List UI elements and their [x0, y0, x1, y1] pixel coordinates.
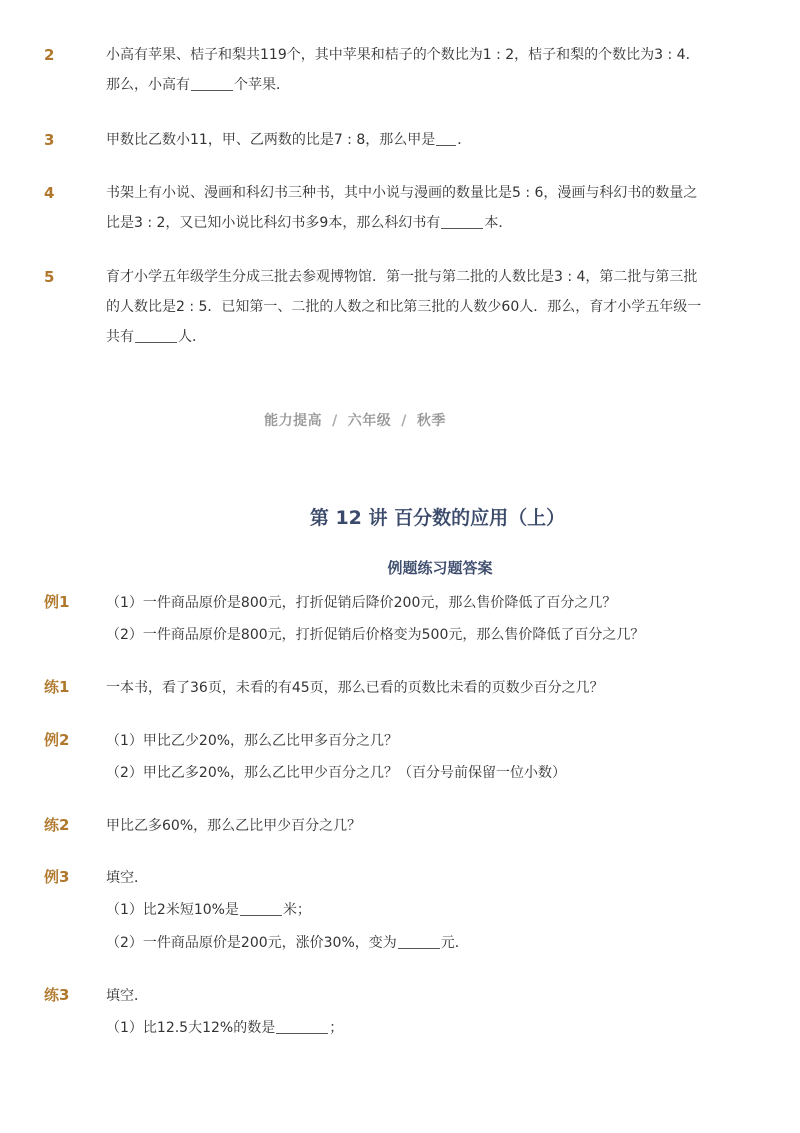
problem-line — [106, 70, 726, 100]
problem-text — [106, 40, 726, 100]
practice-label: 练3 — [44, 986, 70, 1004]
answer-blank — [135, 328, 177, 343]
problem-number: 4 — [44, 184, 55, 202]
problem-line: 小高有苹果、桔子和梨共119个，其中苹果和桔子的个数比为1 : 2，桔子和梨的个数比为3 : 4． — [106, 47, 700, 63]
exercise-line: （1）一件商品原价是800元，打折促销后降价200元，那么售价降低了百分之几？ — [106, 595, 617, 611]
example-label: 例1 — [44, 593, 70, 611]
problem-text — [106, 178, 726, 238]
problem-line — [106, 322, 726, 352]
problem-number: 2 — [44, 46, 55, 64]
exercise-line: 甲比乙多60%，那么乙比甲少百分之几？ — [106, 818, 362, 834]
text-segment: （2）一件商品原价是200元，涨价30%，变为 — [106, 935, 397, 951]
exercise-line: （2）一件商品原价是800元，打折促销后价格变为500元，那么售价降低了百分之几？ — [106, 627, 645, 643]
problem-number: 3 — [44, 131, 55, 149]
text-segment: 人． — [178, 329, 206, 345]
answer-blank — [436, 131, 456, 146]
problem-text — [106, 262, 726, 352]
text-segment: 共有 — [106, 329, 134, 345]
answer-blank — [398, 934, 440, 949]
text-segment: 本． — [484, 215, 513, 231]
answer-blank — [441, 214, 483, 229]
text-segment: 米； — [282, 902, 311, 918]
footer-separator: / — [332, 413, 338, 429]
problem-line — [106, 208, 726, 238]
exercise-line — [106, 899, 311, 919]
exercise-line: 填空． — [106, 988, 148, 1004]
text-segment: 那么，小高有 — [106, 77, 190, 93]
problem-text — [106, 125, 726, 155]
problem-line: 育才小学五年级学生分成三批去参观博物馆．第一批与第二批的人数比是3 : 4，第二批与第三批 — [106, 269, 698, 285]
footer-separator: / — [401, 413, 407, 429]
text-segment: 元． — [440, 935, 469, 951]
answer-blank — [276, 1019, 328, 1034]
exercise-line: （1）甲比乙少20%，那么乙比甲多百分之几？ — [106, 733, 399, 749]
text-segment: （1）比2米短10%是 — [106, 902, 239, 918]
exercise-line: 填空． — [106, 870, 148, 886]
example-label: 例2 — [44, 731, 70, 749]
section-title: 例题练习题答案 — [387, 559, 493, 577]
text-segment: ． — [457, 132, 472, 148]
answer-blank — [240, 901, 282, 916]
practice-label: 练2 — [44, 816, 70, 834]
exercise-line: （2）甲比乙多20%，那么乙比甲少百分之几？（百分号前保留一位小数） — [106, 765, 567, 781]
example-label: 例3 — [44, 868, 70, 886]
text-segment: ； — [329, 1020, 344, 1036]
answer-blank — [191, 76, 233, 91]
footer-term: 秋季 — [416, 413, 446, 429]
exercise-line — [106, 1017, 343, 1037]
text-segment: 比是3 : 2，又已知小说比科幻书多9本，那么科幻书有 — [106, 215, 441, 231]
text-segment: （1）比12.5大12%的数是 — [106, 1020, 276, 1036]
exercise-line: 一本书，看了36页，未看的有45页，那么已看的页数比未看的页数少百分之几？ — [106, 680, 604, 696]
text-segment: 甲数比乙数小11，甲、乙两数的比是7 : 8，那么甲是 — [106, 132, 436, 148]
problem-number: 5 — [44, 268, 55, 286]
footer-grade: 六年级 — [347, 413, 392, 429]
page-footer — [0, 410, 710, 430]
exercise-line — [106, 932, 469, 952]
problem-line — [106, 125, 726, 155]
problem-line: 的人数比是2 : 5．已知第一、二批的人数之和比第三批的人数少60人．那么，育才小学五年级一 — [106, 299, 702, 315]
text-segment: 个苹果． — [234, 77, 290, 93]
problem-line: 书架上有小说、漫画和科幻书三种书，其中小说与漫画的数量比是5 : 6，漫画与科幻书的数量之 — [106, 185, 698, 201]
lecture-title: 第 12 讲 百分数的应用（上） — [309, 507, 566, 529]
practice-label: 练1 — [44, 678, 70, 696]
footer-course: 能力提高 — [264, 413, 323, 429]
